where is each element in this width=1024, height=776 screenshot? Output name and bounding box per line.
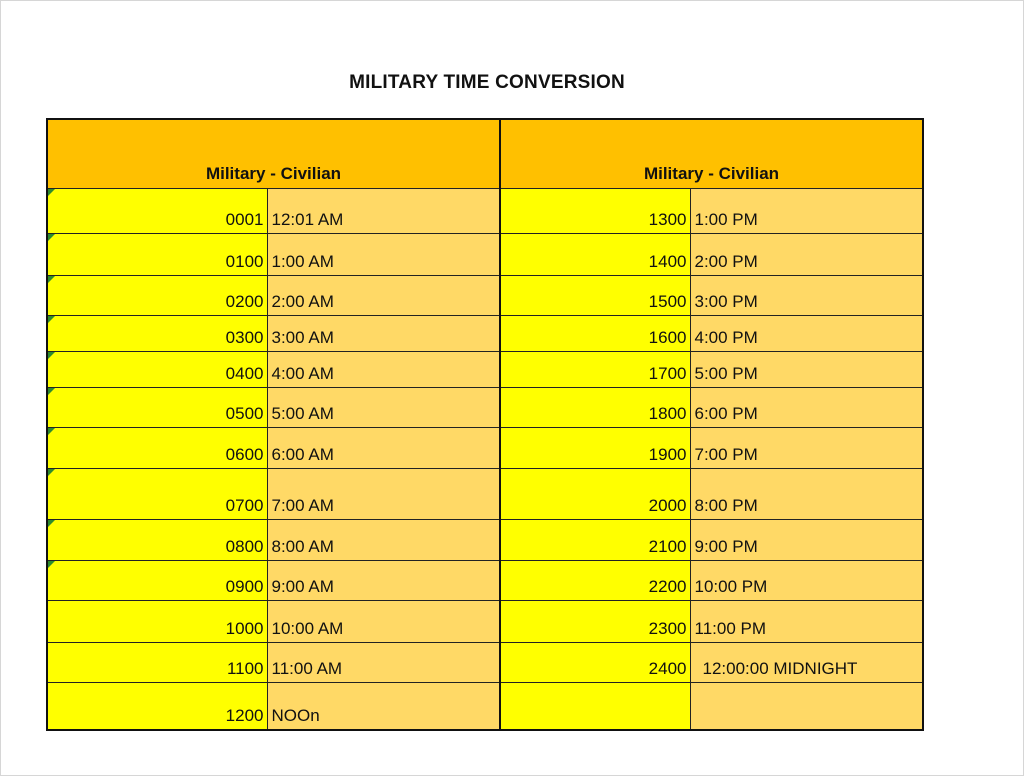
- civilian-cell[interactable]: 6:00 PM: [690, 388, 923, 428]
- military-cell[interactable]: 0700: [47, 469, 267, 520]
- civilian-cell[interactable]: 2:00 PM: [690, 234, 923, 276]
- military-cell[interactable]: 0400: [47, 352, 267, 388]
- civilian-cell[interactable]: 11:00 PM: [690, 601, 923, 643]
- error-marker-icon: [48, 316, 55, 323]
- error-marker-icon: [48, 352, 55, 359]
- military-cell[interactable]: 0600: [47, 428, 267, 469]
- military-cell[interactable]: 2100: [500, 520, 690, 561]
- error-marker-icon: [48, 520, 55, 527]
- error-marker-icon: [48, 469, 55, 476]
- military-cell[interactable]: 1400: [500, 234, 690, 276]
- error-marker-icon: [48, 388, 55, 395]
- error-marker-icon: [48, 276, 55, 283]
- military-cell[interactable]: 1000: [47, 601, 267, 643]
- civilian-cell[interactable]: 2:00 AM: [267, 276, 500, 316]
- military-cell[interactable]: 0200: [47, 276, 267, 316]
- civilian-cell-empty[interactable]: [690, 683, 923, 730]
- military-cell[interactable]: 1100: [47, 643, 267, 683]
- civilian-cell[interactable]: NOOn: [267, 683, 500, 730]
- civilian-cell[interactable]: 1:00 PM: [690, 189, 923, 234]
- error-marker-icon: [48, 561, 55, 568]
- military-cell[interactable]: 1300: [500, 189, 690, 234]
- civilian-cell[interactable]: 10:00 AM: [267, 601, 500, 643]
- military-cell[interactable]: 0800: [47, 520, 267, 561]
- civilian-cell[interactable]: 9:00 PM: [690, 520, 923, 561]
- military-cell[interactable]: 1500: [500, 276, 690, 316]
- military-cell[interactable]: 0001: [47, 189, 267, 234]
- civilian-cell[interactable]: 12:00:00 MIDNIGHT: [690, 643, 923, 683]
- civilian-cell[interactable]: 7:00 AM: [267, 469, 500, 520]
- military-cell[interactable]: 2200: [500, 561, 690, 601]
- civilian-cell[interactable]: 1:00 AM: [267, 234, 500, 276]
- civilian-cell[interactable]: 6:00 AM: [267, 428, 500, 469]
- military-cell[interactable]: 0900: [47, 561, 267, 601]
- civilian-cell[interactable]: 3:00 AM: [267, 316, 500, 352]
- civilian-cell[interactable]: 4:00 PM: [690, 316, 923, 352]
- military-cell[interactable]: 1800: [500, 388, 690, 428]
- military-cell[interactable]: 1200: [47, 683, 267, 730]
- civilian-cell[interactable]: 10:00 PM: [690, 561, 923, 601]
- error-marker-icon: [48, 234, 55, 241]
- conversion-table: [46, 118, 924, 731]
- civilian-cell[interactable]: 9:00 AM: [267, 561, 500, 601]
- header-right[interactable]: Military - Civilian: [500, 119, 923, 189]
- military-cell[interactable]: 0500: [47, 388, 267, 428]
- military-cell[interactable]: 2300: [500, 601, 690, 643]
- error-marker-icon: [48, 189, 55, 196]
- military-cell[interactable]: 1900: [500, 428, 690, 469]
- military-cell[interactable]: 1600: [500, 316, 690, 352]
- military-cell[interactable]: 0100: [47, 234, 267, 276]
- civilian-cell[interactable]: 5:00 PM: [690, 352, 923, 388]
- civilian-cell[interactable]: 7:00 PM: [690, 428, 923, 469]
- military-cell[interactable]: 2000: [500, 469, 690, 520]
- civilian-cell[interactable]: 4:00 AM: [267, 352, 500, 388]
- civilian-cell[interactable]: 12:01 AM: [267, 189, 500, 234]
- header-left[interactable]: Military - Civilian: [47, 119, 500, 189]
- military-cell-empty[interactable]: [500, 683, 690, 730]
- document-title: MILITARY TIME CONVERSION: [349, 72, 625, 93]
- military-cell[interactable]: 2400: [500, 643, 690, 683]
- error-marker-icon: [48, 428, 55, 435]
- civilian-cell[interactable]: 5:00 AM: [267, 388, 500, 428]
- military-cell[interactable]: 1700: [500, 352, 690, 388]
- civilian-cell[interactable]: 8:00 AM: [267, 520, 500, 561]
- civilian-cell[interactable]: 11:00 AM: [267, 643, 500, 683]
- civilian-cell[interactable]: 3:00 PM: [690, 276, 923, 316]
- military-cell[interactable]: 0300: [47, 316, 267, 352]
- civilian-cell[interactable]: 8:00 PM: [690, 469, 923, 520]
